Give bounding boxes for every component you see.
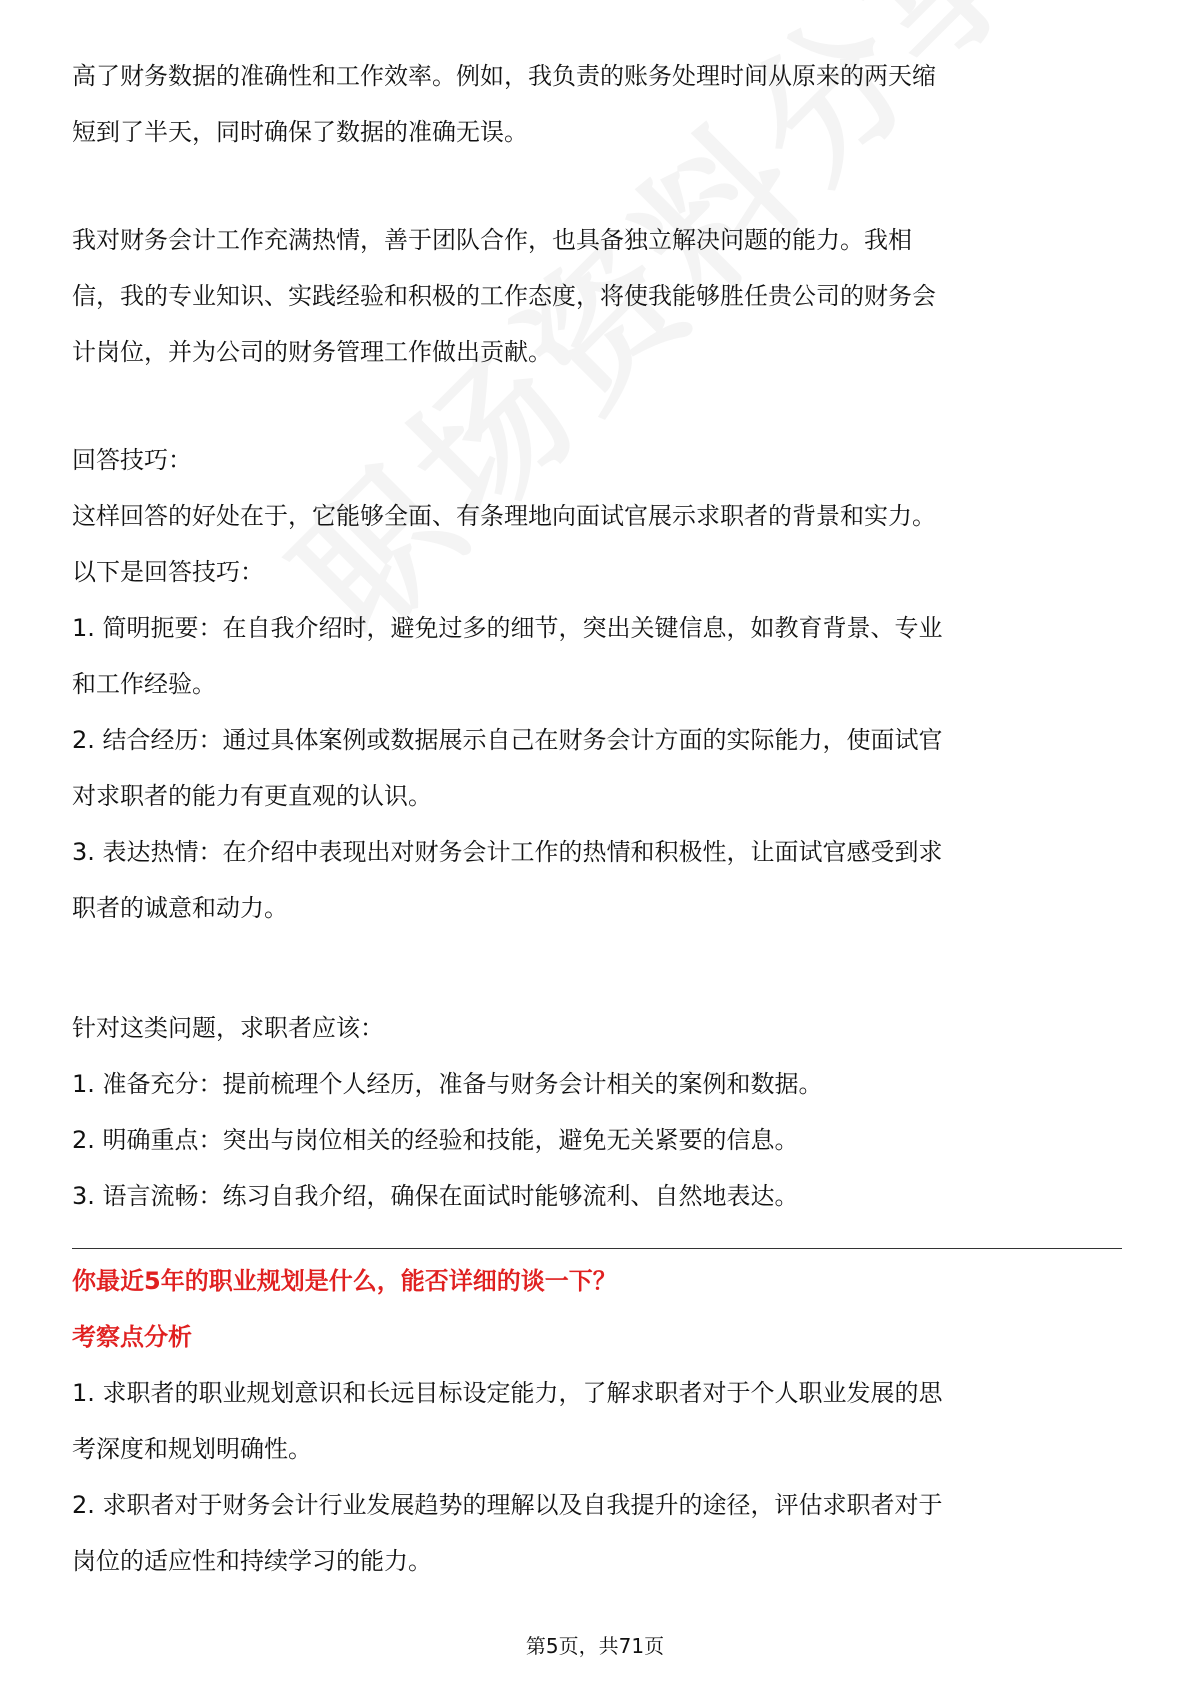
list-item: 2. 明确重点：突出与岗位相关的经验和技能，避免无关紧要的信息。 <box>72 1126 799 1154</box>
text-line: 短到了半天，同时确保了数据的准确无误。 <box>72 118 528 146</box>
text-line: 考深度和规划明确性。 <box>72 1435 312 1463</box>
list-item <box>72 824 1124 936</box>
text-line: 职者的诚意和动力。 <box>72 894 288 922</box>
advice-section <box>72 1000 1124 1224</box>
text-line: 对求职者的能力有更直观的认识。 <box>72 782 432 810</box>
text-line: 信，我的专业知识、实践经验和积极的工作态度，将使我能够胜任贵公司的财务会 <box>72 282 936 310</box>
paragraph-1 <box>72 48 1124 160</box>
list-item <box>72 600 1124 712</box>
advice-heading: 针对这类问题，求职者应该： <box>72 1014 384 1042</box>
text-line: 2. 求职者对于财务会计行业发展趋势的理解以及自我提升的途径，评估求职者对于 <box>72 1491 943 1519</box>
text-line: 我对财务会计工作充满热情，善于团队合作，也具备独立解决问题的能力。我相 <box>72 226 912 254</box>
text-line: 和工作经验。 <box>72 670 216 698</box>
paragraph-2 <box>72 212 1124 380</box>
text-line: 岗位的适应性和持续学习的能力。 <box>72 1547 432 1575</box>
text-line: 计岗位，并为公司的财务管理工作做出贡献。 <box>72 338 552 366</box>
tips-heading: 回答技巧： <box>72 446 192 474</box>
text-line: 3. 表达热情：在介绍中表现出对财务会计工作的热情和积极性，让面试官感受到求 <box>72 838 943 866</box>
page-footer: 第5页，共71页 <box>525 1634 665 1658</box>
list-item <box>72 712 1124 824</box>
text-line: 这样回答的好处在于，它能够全面、有条理地向面试官展示求职者的背景和实力。 <box>72 502 936 530</box>
analysis-heading: 考察点分析 <box>72 1323 192 1351</box>
text-line: 以下是回答技巧： <box>72 558 264 586</box>
list-item <box>72 1477 1124 1589</box>
question-title: 你最近5年的职业规划是什么，能否详细的谈一下？ <box>72 1267 617 1295</box>
section-divider <box>72 1248 1122 1249</box>
tips-section <box>72 432 1124 936</box>
question-section <box>72 1253 1124 1589</box>
text-line: 高了财务数据的准确性和工作效率。例如，我负责的账务处理时间从原来的两天缩 <box>72 62 936 90</box>
document-page <box>72 48 1124 1589</box>
list-item: 3. 语言流畅：练习自我介绍，确保在面试时能够流利、自然地表达。 <box>72 1182 799 1210</box>
text-line: 1. 求职者的职业规划意识和长远目标设定能力，了解求职者对于个人职业发展的思 <box>72 1379 943 1407</box>
text-line: 2. 结合经历：通过具体案例或数据展示自己在财务会计方面的实际能力，使面试官 <box>72 726 943 754</box>
text-line: 1. 简明扼要：在自我介绍时，避免过多的细节，突出关键信息，如教育背景、专业 <box>72 614 943 642</box>
list-item: 1. 准备充分：提前梳理个人经历，准备与财务会计相关的案例和数据。 <box>72 1070 823 1098</box>
list-item <box>72 1365 1124 1477</box>
